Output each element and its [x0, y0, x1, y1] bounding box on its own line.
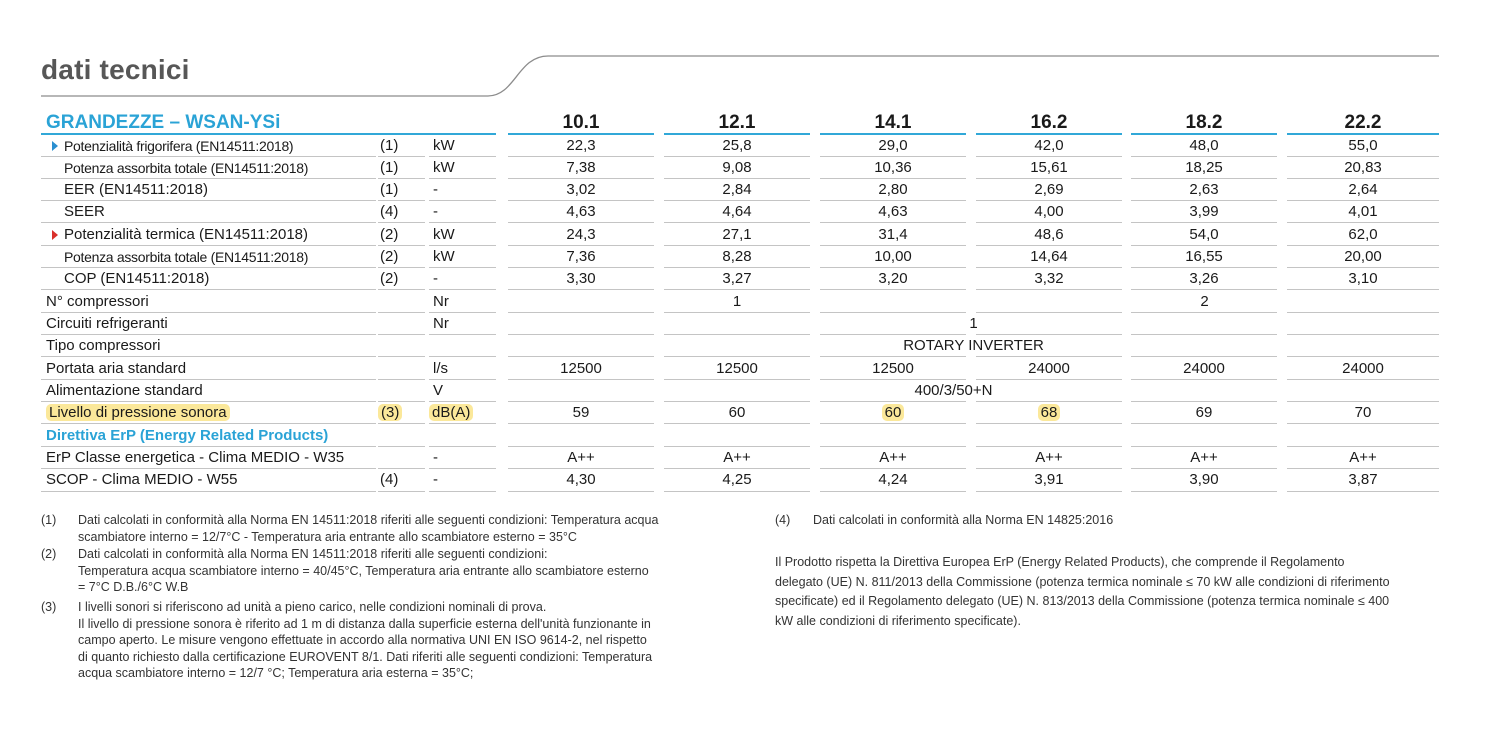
row-separator-line	[429, 222, 496, 223]
row-separator-line	[508, 423, 654, 424]
table-cell: 10,36	[874, 159, 912, 176]
table-cell: A++	[1035, 449, 1063, 466]
footnote-line: acqua scambiatore interno = 12/7 °C; Temperatura aria esterna = 35°C;	[78, 666, 474, 681]
footnote-number: (2)	[41, 547, 57, 561]
row-unit: V	[433, 382, 444, 399]
row-separator-line	[664, 468, 810, 469]
row-separator-line	[41, 245, 376, 246]
row-separator-line	[664, 222, 810, 223]
row-separator-line	[664, 245, 810, 246]
row-separator-line	[976, 178, 1122, 179]
footnote-number: (3)	[41, 600, 57, 614]
group-label: GRANDEZZE – WSAN-YSi	[46, 112, 281, 133]
row-separator-line	[820, 334, 966, 335]
table-cell: 62,0	[1348, 226, 1378, 243]
table-cell: 2,84	[722, 181, 752, 198]
table-cell: 48,6	[1034, 226, 1064, 243]
row-separator-line	[508, 401, 654, 402]
highlight-marker: 60	[882, 404, 905, 421]
footnote-line: scambiatore interno = 12/7°C - Temperatura aria entrante allo scambiatore esterno = 35°C	[78, 529, 577, 544]
table-cell: 14,64	[1030, 248, 1068, 265]
row-separator-line	[820, 245, 966, 246]
table-cell: A++	[879, 449, 907, 466]
row-note: (4)	[380, 203, 399, 220]
row-separator-line	[976, 222, 1122, 223]
row-separator-line	[378, 200, 425, 201]
row-separator-line	[429, 468, 496, 469]
table-cell: 3,26	[1189, 270, 1219, 287]
row-separator-line	[429, 178, 496, 179]
row-note: (4)	[380, 471, 399, 488]
page-title: dati tecnici	[41, 54, 190, 85]
row-separator-line	[1287, 446, 1439, 447]
row-separator-line	[820, 379, 966, 380]
row-separator-line	[820, 468, 966, 469]
cooling-arrow-icon	[52, 141, 58, 151]
table-cell: A++	[723, 449, 751, 466]
row-separator-line	[378, 156, 425, 157]
row-separator-line	[41, 267, 376, 268]
table-cell: 60	[728, 404, 746, 421]
row-separator-line	[508, 312, 654, 313]
footnote-line: Il livello di pressione sonora è riferito ad 1 m di distanza dalla superficie esterna dell'unità funzionante in	[78, 616, 651, 631]
row-separator-line	[976, 491, 1122, 492]
row-separator-line	[820, 156, 966, 157]
row-separator-line	[1287, 267, 1439, 268]
table-cell: 4,63	[878, 203, 908, 220]
table-cell: 25,8	[722, 137, 752, 154]
row-separator-line	[1131, 401, 1277, 402]
row-separator-line	[508, 245, 654, 246]
row-separator-line	[429, 491, 496, 492]
paragraph-line: specificate) ed il Regolamento delegato (UE) N. 813/2013 della Commissione (potenza termica nominale ≤ 400	[775, 594, 1390, 609]
row-separator-line	[508, 334, 654, 335]
highlight-marker: dB(A)	[429, 404, 473, 421]
row-separator-line	[976, 245, 1122, 246]
row-separator-line	[820, 289, 966, 290]
row-label: COP (EN14511:2018)	[64, 270, 210, 287]
row-separator-line	[1287, 178, 1439, 179]
row-separator-line	[41, 446, 376, 447]
row-separator-line	[1131, 200, 1277, 201]
table-cell: 4,25	[722, 471, 752, 488]
row-separator-line	[41, 356, 376, 357]
row-separator-line	[378, 267, 425, 268]
row-separator-line	[976, 401, 1122, 402]
row-label: Portata aria standard	[46, 360, 187, 377]
table-cell-merged: 1	[732, 293, 742, 310]
row-separator-line	[1287, 401, 1439, 402]
row-separator-line	[378, 356, 425, 357]
table-cell-highlighted	[820, 402, 966, 424]
row-separator-line	[976, 200, 1122, 201]
row-separator-line	[820, 401, 966, 402]
table-cell: 7,36	[566, 248, 596, 265]
table-cell: 48,0	[1189, 137, 1219, 154]
row-separator-line	[976, 468, 1122, 469]
row-separator-line	[508, 356, 654, 357]
row-separator-line	[976, 312, 1122, 313]
row-label: Alimentazione standard	[46, 382, 203, 399]
table-cell: 15,61	[1030, 159, 1068, 176]
row-separator-line	[378, 379, 425, 380]
row-separator-line	[664, 379, 810, 380]
row-separator-line	[41, 379, 376, 380]
row-separator-line	[1287, 222, 1439, 223]
table-cell: 20,00	[1344, 248, 1382, 265]
table-cell: 18,25	[1185, 159, 1223, 176]
row-separator-line	[378, 245, 425, 246]
row-unit: l/s	[433, 360, 448, 377]
row-separator-line	[1131, 379, 1277, 380]
row-label: ErP Classe energetica - Clima MEDIO - W35	[46, 449, 345, 466]
table-cell: 4,30	[566, 471, 596, 488]
model-header: 16.2	[1030, 112, 1068, 133]
table-cell-merged: 1	[969, 315, 978, 332]
table-cell: 3,87	[1348, 471, 1378, 488]
table-cell: 24000	[1183, 360, 1225, 377]
row-label: SEER	[64, 203, 105, 220]
row-label: Circuiti refrigeranti	[46, 315, 168, 332]
table-cell: 12500	[560, 360, 602, 377]
table-cell: 7,38	[566, 159, 596, 176]
table-cell: 4,63	[566, 203, 596, 220]
row-note: (2)	[380, 226, 399, 243]
row-unit: kW	[433, 137, 455, 154]
row-separator-line	[378, 423, 425, 424]
table-cell-merged: 2	[1200, 293, 1209, 310]
row-separator-line	[664, 200, 810, 201]
footnote-number: (4)	[775, 513, 791, 527]
row-separator-line	[976, 423, 1122, 424]
row-separator-line	[1287, 379, 1439, 380]
table-cell: 8,28	[722, 248, 752, 265]
row-separator-line	[508, 200, 654, 201]
row-separator-line	[1131, 289, 1277, 290]
row-unit: -	[433, 270, 438, 287]
row-separator-line	[41, 200, 376, 201]
row-separator-line	[508, 289, 654, 290]
footnote-line: campo aperto. Le misure vengono effettuate in accordo alla normativa UNI EN ISO 9614-2, nel rispetto	[78, 633, 647, 648]
row-separator-line	[378, 468, 425, 469]
row-unit: -	[433, 471, 438, 488]
row-separator-line	[41, 401, 376, 402]
table-cell: 4,00	[1034, 203, 1064, 220]
model-header: 10.1	[562, 112, 600, 133]
row-unit: kW	[433, 248, 455, 265]
table-cell: 24000	[1342, 360, 1384, 377]
table-cell: 3,91	[1034, 471, 1064, 488]
table-cell: 69	[1195, 404, 1213, 421]
row-separator-line	[429, 446, 496, 447]
row-separator-line	[1131, 267, 1277, 268]
table-cell: 3,10	[1348, 270, 1378, 287]
row-separator-line	[41, 222, 376, 223]
row-separator-line	[664, 356, 810, 357]
table-cell: 3,20	[878, 270, 908, 287]
row-unit: -	[433, 181, 438, 198]
row-separator-line	[429, 245, 496, 246]
table-cell: 59	[572, 404, 590, 421]
row-separator-line	[1287, 491, 1439, 492]
row-separator-line	[820, 200, 966, 201]
row-unit: kW	[433, 159, 455, 176]
table-cell: 20,83	[1344, 159, 1382, 176]
row-separator-line	[429, 423, 496, 424]
row-separator-line	[508, 156, 654, 157]
row-separator-line	[820, 491, 966, 492]
row-separator-line	[664, 312, 810, 313]
row-separator-line	[508, 446, 654, 447]
row-separator-line	[1131, 423, 1277, 424]
row-separator-line	[508, 468, 654, 469]
model-header: 12.1	[718, 112, 756, 133]
table-cell: 3,27	[722, 270, 752, 287]
row-separator-line	[664, 401, 810, 402]
paragraph-line: kW alle condizioni di riferimento specificate).	[775, 613, 1021, 628]
row-separator-line	[378, 222, 425, 223]
table-cell: 31,4	[878, 226, 908, 243]
row-separator-line	[664, 156, 810, 157]
paragraph-line: delegato (UE) N. 811/2013 della Commissione (potenza termica nominale ≤ 70 kW alle condizioni di riferimento	[775, 574, 1390, 589]
footnote-line: di quanto richiesto dalla certificazione EUROVENT 8/1. Dati riferiti alle seguenti condizioni: Temperatura	[78, 649, 653, 664]
row-label: Potenzialità termica (EN14511:2018)	[64, 226, 309, 243]
footnote-2	[78, 546, 649, 596]
table-cell: 4,64	[722, 203, 752, 220]
model-header: 22.2	[1344, 112, 1382, 133]
row-separator-line	[41, 491, 376, 492]
row-separator-line	[820, 222, 966, 223]
row-separator-line	[429, 200, 496, 201]
paragraph-line: Il Prodotto rispetta la Direttiva Europea ErP (Energy Related Products), che comprende il Regolamento	[775, 555, 1345, 569]
row-separator-line	[378, 491, 425, 492]
row-separator-line	[508, 379, 654, 380]
row-note: (2)	[380, 248, 399, 265]
table-cell: 3,32	[1034, 270, 1064, 287]
table-cell: 24,3	[566, 226, 596, 243]
row-separator-line	[1287, 156, 1439, 157]
row-separator-line	[1131, 245, 1277, 246]
table-cell: A++	[567, 449, 595, 466]
table-cell: 70	[1354, 404, 1372, 421]
row-separator-line	[429, 401, 496, 402]
row-separator-line	[429, 156, 496, 157]
row-separator-line	[1131, 178, 1277, 179]
heating-arrow-icon	[52, 230, 58, 240]
row-separator-line	[378, 401, 425, 402]
row-separator-line	[1131, 222, 1277, 223]
row-separator-line	[41, 178, 376, 179]
table-cell: 3,30	[566, 270, 596, 287]
row-separator-line	[976, 334, 1122, 335]
footnote-1	[78, 512, 658, 545]
row-separator-line	[820, 312, 966, 313]
row-separator-line	[664, 178, 810, 179]
table-cell: 22,3	[566, 137, 596, 154]
table-cell: 2,63	[1189, 181, 1219, 198]
table-cell: A++	[1190, 449, 1218, 466]
row-separator-line	[378, 289, 425, 290]
highlight-marker: Livello di pressione sonora	[46, 404, 230, 421]
row-separator-line	[1287, 245, 1439, 246]
table-cell: 9,08	[722, 159, 752, 176]
row-unit: -	[433, 449, 438, 466]
row-separator-line	[1287, 334, 1439, 335]
row-separator-line	[1131, 446, 1277, 447]
row-note-highlighted	[378, 402, 424, 424]
row-label: N° compressori	[46, 293, 149, 310]
row-label: Potenzialità frigorifera (EN14511:2018)	[64, 138, 294, 154]
row-separator-line	[1287, 289, 1439, 290]
row-label: SCOP - Clima MEDIO - W55	[46, 471, 238, 488]
row-separator-line	[429, 356, 496, 357]
row-separator-line	[1131, 491, 1277, 492]
row-unit-highlighted	[429, 402, 491, 424]
table-cell: 2,69	[1034, 181, 1064, 198]
row-separator-line	[41, 312, 376, 313]
footnote-line: Temperatura acqua scambiatore interno = 40/45°C, Temperatura aria entrante allo scambiatore esterno	[78, 563, 649, 578]
row-separator-line	[976, 379, 1122, 380]
row-separator-line	[820, 446, 966, 447]
table-cell: 10,00	[874, 248, 912, 265]
row-separator-line	[1287, 423, 1439, 424]
table-cell: A++	[1349, 449, 1377, 466]
table-cell: 16,55	[1185, 248, 1223, 265]
table-cell: 29,0	[878, 137, 908, 154]
table-cell: 2,80	[878, 181, 908, 198]
table-cell: 55,0	[1348, 137, 1378, 154]
table-cell: 54,0	[1189, 226, 1219, 243]
row-separator-line	[429, 267, 496, 268]
table-cell: 27,1	[722, 226, 752, 243]
footnote-line: Dati calcolati in conformità alla Norma EN 14511:2018 riferiti alle seguenti condizioni: Temperatura acqua	[78, 513, 659, 527]
row-note: (2)	[380, 270, 399, 287]
row-separator-line	[664, 491, 810, 492]
model-header: 18.2	[1185, 112, 1223, 133]
row-separator-line	[976, 267, 1122, 268]
row-separator-line	[429, 312, 496, 313]
erp-paragraph	[775, 553, 1435, 631]
model-header: 14.1	[874, 112, 912, 133]
footnote-4: Dati calcolati in conformità alla Norma EN 14825:2016	[813, 513, 1114, 527]
table-cell: 3,99	[1189, 203, 1219, 220]
row-separator-line	[664, 446, 810, 447]
table-cell-merged: 400/3/50+N	[914, 382, 993, 399]
row-separator-line	[378, 178, 425, 179]
row-separator-line	[429, 379, 496, 380]
row-unit: kW	[433, 226, 455, 243]
row-label: EER (EN14511:2018)	[64, 181, 208, 198]
row-separator-line	[820, 267, 966, 268]
table-cell: 4,01	[1348, 203, 1378, 220]
row-separator-line	[378, 446, 425, 447]
table-cell-merged: ROTARY INVERTER	[903, 337, 1044, 354]
row-separator-line	[508, 178, 654, 179]
row-separator-line	[429, 289, 496, 290]
row-separator-line	[41, 289, 376, 290]
row-separator-line	[41, 468, 376, 469]
row-separator-line	[378, 334, 425, 335]
row-unit: -	[433, 203, 438, 220]
row-separator-line	[664, 267, 810, 268]
footnote-line: = 7°C D.B./6°C W.B	[78, 580, 189, 595]
row-separator-line	[820, 423, 966, 424]
row-separator-line	[976, 446, 1122, 447]
row-separator-line	[378, 312, 425, 313]
row-separator-line	[41, 423, 376, 424]
row-separator-line	[976, 356, 1122, 357]
row-separator-line	[820, 356, 966, 357]
footnote-number: (1)	[41, 513, 57, 527]
row-separator-line	[1287, 200, 1439, 201]
table-cell: 12500	[716, 360, 758, 377]
row-separator-line	[41, 156, 376, 157]
row-separator-line	[1131, 156, 1277, 157]
row-label: Potenza assorbita totale (EN14511:2018)	[64, 160, 309, 176]
row-unit: Nr	[433, 293, 449, 310]
row-separator-line	[1131, 468, 1277, 469]
row-separator-line	[508, 222, 654, 223]
row-separator-line	[1287, 356, 1439, 357]
row-label: Tipo compressori	[46, 337, 161, 354]
row-note: (1)	[380, 181, 399, 198]
footnote-line: Dati calcolati in conformità alla Norma EN 14511:2018 riferiti alle seguenti condizioni:	[78, 547, 548, 561]
table-cell: 4,24	[878, 471, 908, 488]
row-label-highlighted	[46, 402, 376, 424]
row-separator-line	[1287, 312, 1439, 313]
row-separator-line	[1131, 356, 1277, 357]
row-separator-line	[1287, 468, 1439, 469]
row-separator-line	[41, 334, 376, 335]
footnote-3	[78, 599, 652, 682]
row-separator-line	[664, 334, 810, 335]
row-unit: Nr	[433, 315, 449, 332]
row-separator-line	[664, 423, 810, 424]
row-separator-line	[429, 334, 496, 335]
row-separator-line	[508, 267, 654, 268]
row-label: Potenza assorbita totale (EN14511:2018)	[64, 249, 309, 265]
row-separator-line	[1131, 312, 1277, 313]
section-heading-erp: Direttiva ErP (Energy Related Products)	[46, 427, 329, 444]
highlight-marker: (3)	[378, 404, 402, 421]
row-separator-line	[976, 156, 1122, 157]
table-cell: 12500	[872, 360, 914, 377]
row-note: (1)	[380, 137, 399, 154]
row-separator-line	[976, 289, 1122, 290]
highlight-marker: 68	[1038, 404, 1061, 421]
row-separator-line	[508, 491, 654, 492]
table-cell: 24000	[1028, 360, 1070, 377]
row-separator-line	[664, 289, 810, 290]
footnote-line: I livelli sonori si riferiscono ad unità a pieno carico, nelle condizioni nominali di prova.	[78, 600, 547, 614]
table-cell: 2,64	[1348, 181, 1378, 198]
table-cell: 42,0	[1034, 137, 1064, 154]
table-cell: 3,90	[1189, 471, 1219, 488]
row-separator-line	[1131, 334, 1277, 335]
table-cell: 3,02	[566, 181, 596, 198]
table-cell-highlighted	[976, 402, 1122, 424]
row-note: (1)	[380, 159, 399, 176]
row-separator-line	[820, 178, 966, 179]
